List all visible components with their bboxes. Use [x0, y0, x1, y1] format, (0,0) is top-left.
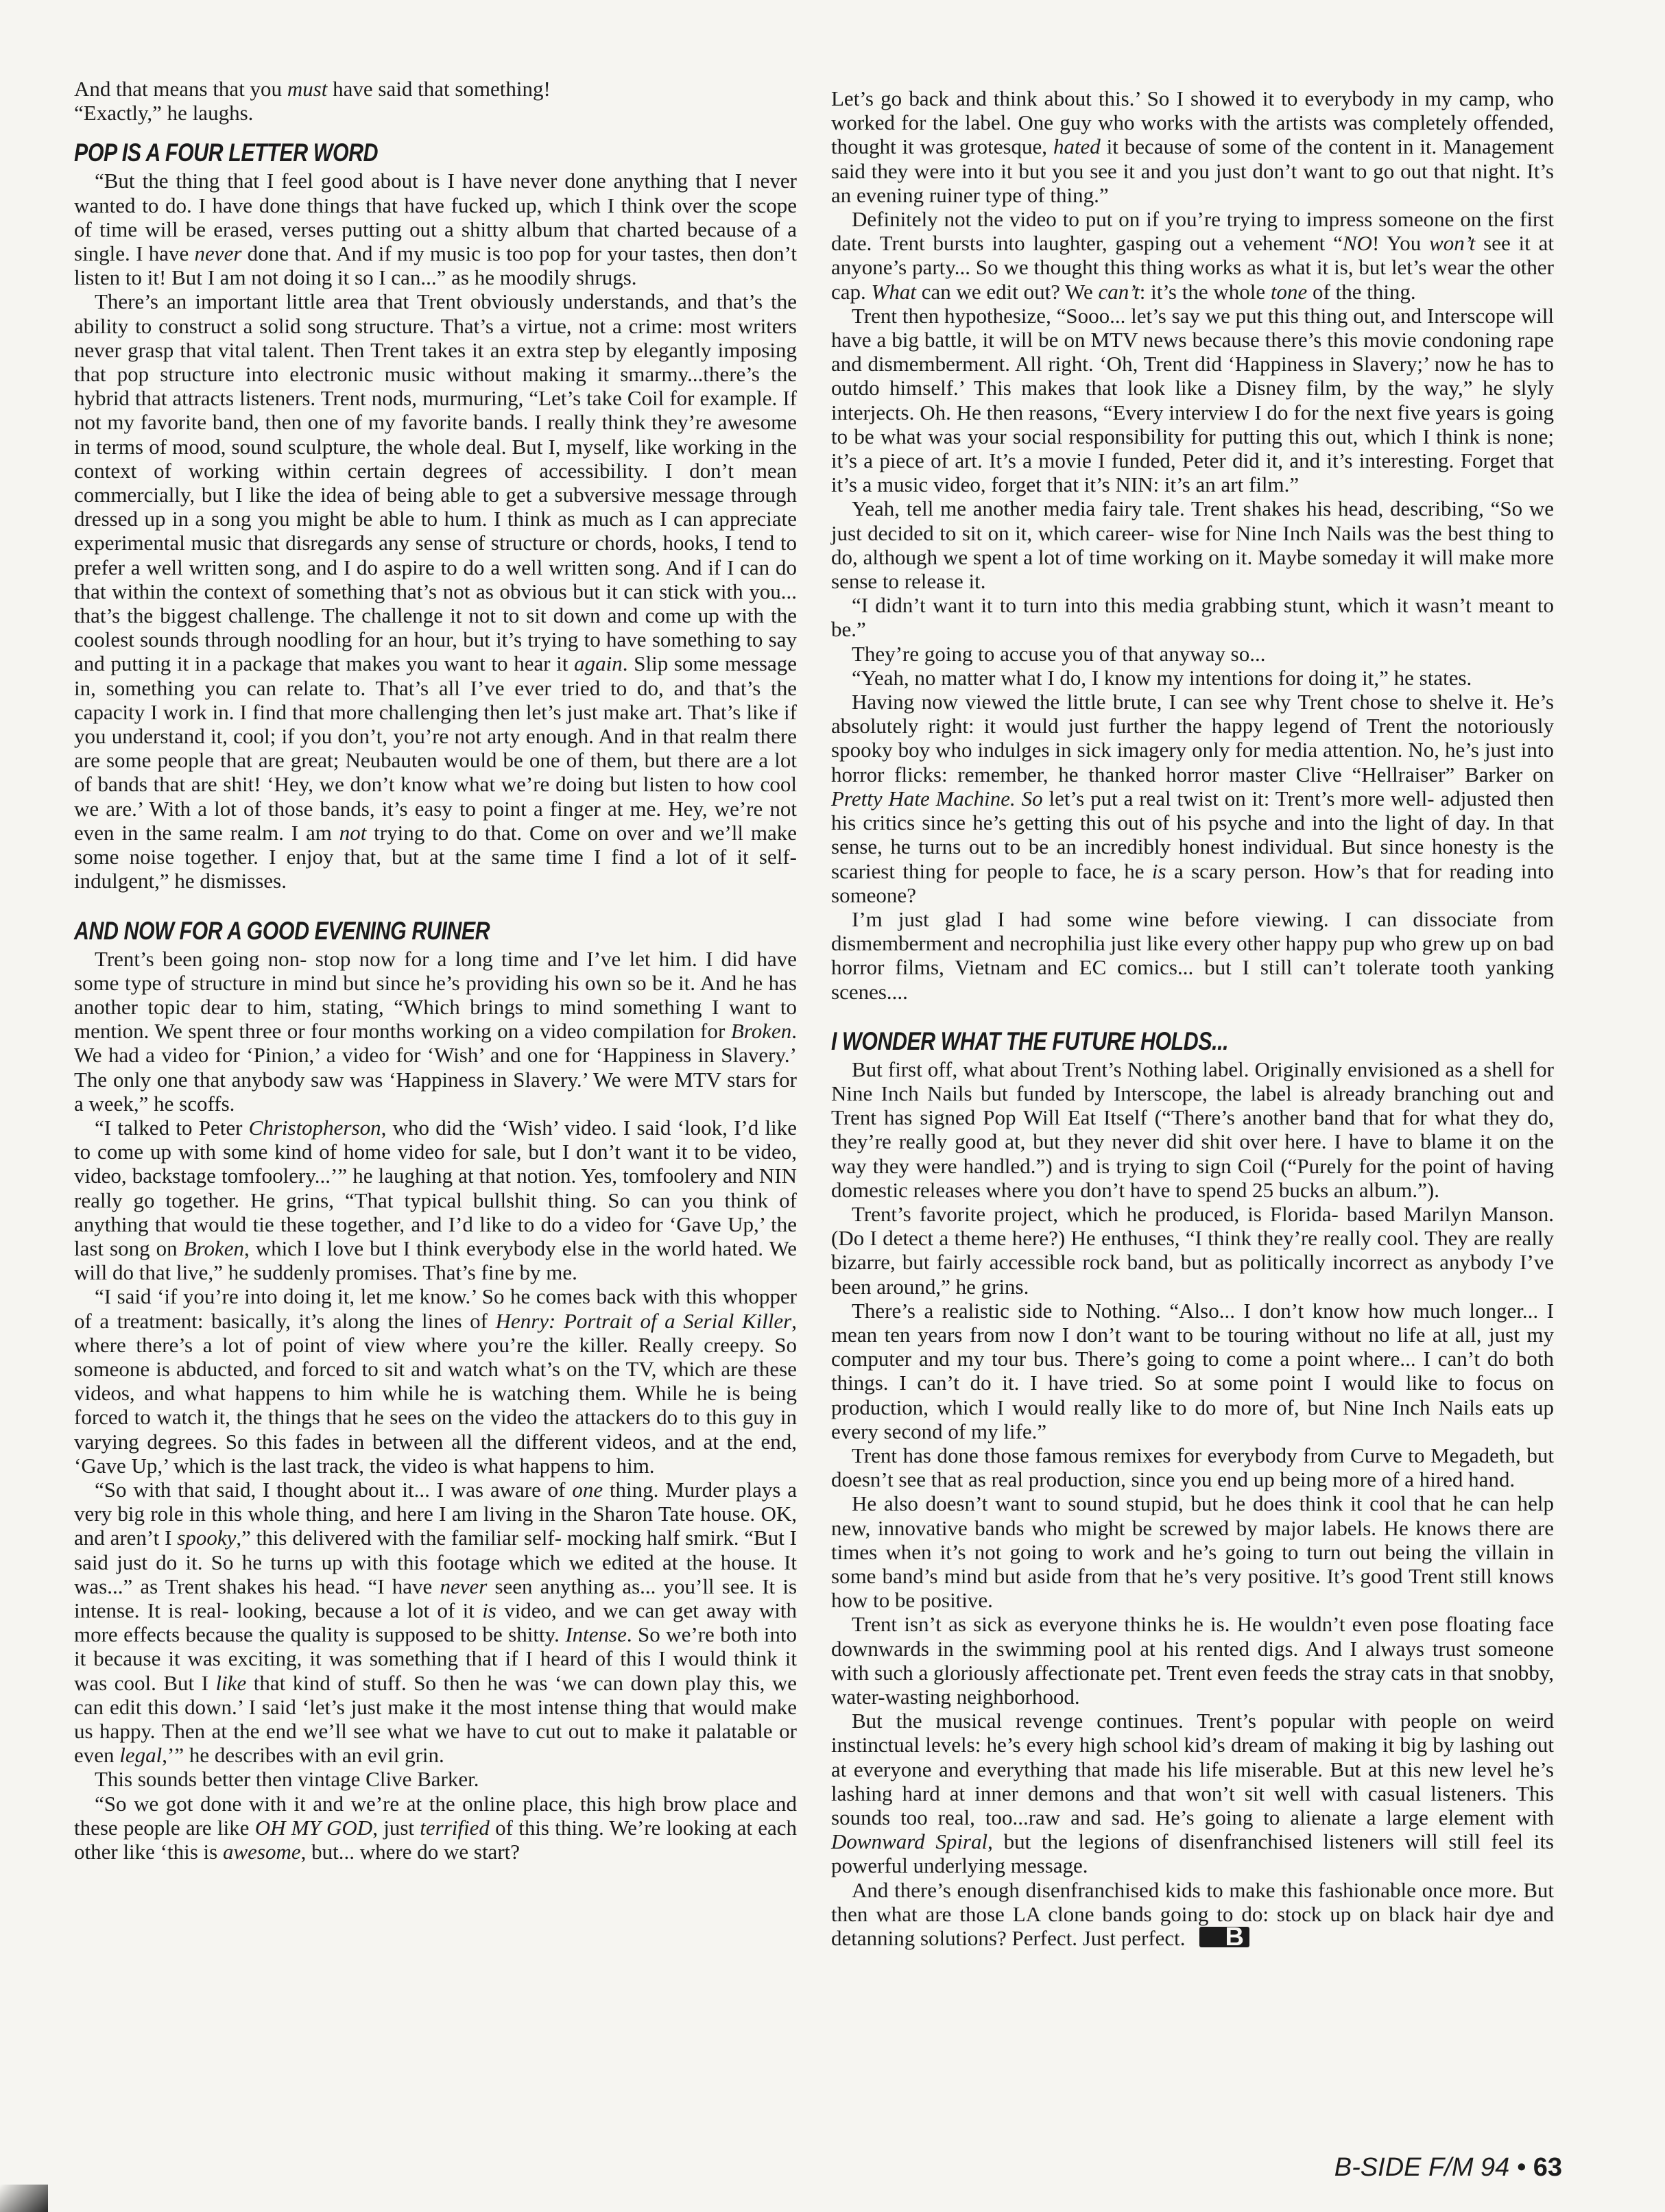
paragraph: “Yeah, no matter what I do, I know my intentions for doing it,” he states. [852, 665, 1472, 690]
folio-separator: • [1509, 2153, 1533, 2182]
magazine-issue: B-SIDE F/M 94 [1334, 2153, 1510, 2182]
paragraph: Trent then hypothesize, “Sooo... let’s say we put this thing out, and Interscope will have a big battle, it will be on MTV news because there’s this movie condoning rape and dismemberment. All right. ‘Oh, Trent did ‘Happiness in Slavery;’ now he has to outdo himself.’ This makes that look like a Disney film, by the way,” he slyly interjects. Oh. He then reasons, “Every interview I do for the next five years is going to be what was your social responsibility for putting this out, which I think is none; it’s a piece of art. It’s a movie I funded, Peter did it, and it’s interesting. Forget that it’s a music video, forget that it’s NIN: it’s an art film.” [831, 303, 1554, 497]
end-mark-logo: B [1199, 1927, 1249, 1947]
section-heading-evening-ruiner: AND NOW FOR A GOOD EVENING RUINER [74, 916, 490, 945]
paragraph: This sounds better then vintage Clive Barker. [95, 1767, 479, 1792]
paragraph: “So we got done with it and we’re at the online place, this high brow place and these people are like OH MY GOD, just terrified of this thing. We’re looking at each other like ‘this is awesome, but... where do we start? [74, 1791, 798, 1864]
section-heading-pop: POP IS A FOUR LETTER WORD [74, 139, 379, 167]
paragraph: Trent’s favorite project, which he produced, is Florida- based Marilyn Manson. (Do I detect a theme here?) He enthuses, “I think they’re really cool. They are really bizarre, but fairly accessible rock band, but as politically incorrect as anybody I’ve been around,” he grins. [831, 1201, 1554, 1299]
paragraph: And that means that you must have said that something! [74, 77, 551, 101]
page-number: 63 [1533, 2153, 1562, 2182]
paragraph: Yeah, tell me another media fairy tale. Trent shakes his head, describing, “So we just decided to sit on it, which career- wise for Nine Inch Nails was the best thing to do, although we spent a lot of time working on it. Maybe someday it will make more sense to release it. [831, 496, 1554, 594]
scan-corner-shadow [0, 2185, 48, 2212]
paragraph-final [831, 1878, 1554, 1951]
paragraph: “I talked to Peter Christopherson, who did the ‘Wish’ video. I said ‘look, I’d like to come up with some kind of home video for sale, but I don’t want it to be video, video, backstage tomfoolery...’” he laughing at that notion. Yes, tomfoolery and NIN really go together. He grins, “That typical bullshit thing. So can you think of anything that would tie these together, and I’d like to do a video for ‘Gave Up,’ the last song on Broken, which I love but I think everybody else in the world hated. We will do that live,” he suddenly promises. That’s fine by me. [74, 1115, 797, 1285]
paragraph: He also doesn’t want to sound stupid, but he does think it cool that he can help new, innovative bands who might be screwed by major labels. He knows there are times when it’s not going to work and he’s going to turn out being the villain in some band’s mind but aside from that he’s very positive. It’s good Trent still knows how to be positive. [831, 1491, 1554, 1613]
paragraph: Trent has done those famous remixes for everybody from Curve to Megadeth, but doesn’t see that as real production, since you end up being more of a hired hand. [831, 1443, 1554, 1492]
paragraph: Having now viewed the little brute, I can see why Trent chose to shelve it. He’s absolutely right: it would just further the happy legend of Trent the notoriously spooky boy who indulges in sick imagery only for media attention. No, he’s just into horror flicks: remember, he thanked horror master Clive “Hellraiser” Barker on Pretty Hate Machine. So let’s put a real twist on it: Trent’s more well- adjusted then his critics since he’s getting this out of his psyche and into the light of day. In that sense, he turns out to be an incredibly honest individual. But since honesty is the scariest thing for people to face, he is a scary person. How’s that for reading into someone? [831, 690, 1554, 907]
section-heading-future: I WONDER WHAT THE FUTURE HOLDS... [831, 1026, 1229, 1055]
paragraph: Definitely not the video to put on if you’re trying to impress someone on the first date. Trent bursts into laughter, gasping out a vehement “NO! You won’t see it at anyone’s party... So we thought this thing works as what it is, but let’s wear the other cap. What can we edit out? We can’t: it’s the whole tone of the thing. [831, 207, 1554, 304]
paragraph: “I said ‘if you’re into doing it, let me know.’ So he comes back with this whopper of a treatment: basically, it’s along the lines of Henry: Portrait of a Serial Killer, where there’s a lot of point of view where you’re the killer. Really creepy. So someone is abducted, and forced to sit and watch what’s on the TV, which are these videos, and what happens to him while he is watching them. While he is being forced to watch it, the things that he sees on the video the attackers do to this guy in varying degrees. So this fades in between all the different videos, and at the end, ‘Gave Up,’ which is the last track, the video is what happens to him. [74, 1284, 797, 1478]
paragraph: There’s a realistic side to Nothing. “Also... I don’t know how much longer... I mean ten years from now I don’t want to be touring without no life at all, just my computer and my tour bus. There’s going to come a point where... I can’t do both things. I can’t do it. I have tried. So at some point I would like to focus on production, which I would really like to do more of, but Nine Inch Nails eats up every second of my life.” [831, 1298, 1554, 1443]
paragraph: There’s an important little area that Trent obviously understands, and that’s the ability to construct a solid song structure. That’s a virtue, not a crime: most writers never grasp that vital talent. Then Trent takes it an extra step by elegantly imposing that pop structure into electronic music without making it smarmy...there’s the hybrid that attracts listeners. Trent nods, murmuring, “Let’s take Coil for example. If not my favorite band, then one of my favorite bands. I really think they’re awesome in terms of mood, sound sculpture, the whole deal. But I, myself, like working in the context of working within certain degrees of accessibility. I don’t mean commercially, but I like the idea of being able to get a subversive message through dressed up in a song you might be able to hum. I think as much as I can appreciate experimental music that disregards any sense of structure or chords, hooks, I tend to prefer a well written song, and I do aspire to do a well written song. And if I can do that within the context of something that’s not as obvious but it can stick with you... that’s the biggest challenge. The challenge it not to sit down and come up with the coolest sounds through noodling for an hour, but it’s trying to have something to say and putting it in a package that makes you want to hear it again. Slip some message in, something you can relate to. That’s all I’ve ever tried to do, and that’s the capacity I work in. I find that more challenging then let’s just make art. That’s like if you understand it, cool; if you don’t, you’re not arty enough. And in that realm there are some people that are great; Neubauten would be one of them, but there are a lot of bands that are shit! ‘Hey, we don’t know what we’re doing but listen to how cool we are.’ With a lot of those bands, it’s easy to point a finger at me. Hey, we’re not even in the same realm. I am not trying to do that. Come on over and we’ll make some noise together. I enjoy that, but at the same time I find a lot of it self- indulgent,” he dismisses. [74, 289, 798, 893]
paragraph: But the musical revenge continues. Trent’s popular with people on weird instinctual levels: he’s every high school kid’s dream of making it big by lashing out at everyone and everything that made his life miserable. But at this new level he’s lashing hard at inner demons and that won’t sit well with casual listeners. This sounds too real, too...raw and sad. He’s going to alienate a large element with Downward Spiral, but the legions of disenfranchised listeners will still feel its powerful underlying message. [831, 1709, 1554, 1878]
right-column [831, 86, 1554, 1950]
paragraph: “So with that said, I thought about it... I was aware of one thing. Murder plays a very big role in this whole thing, and here I am living in the Sharon Tate house. OK, and aren’t I spooky,” this delivered with the familiar self- mocking half smirk. “But I said just do it. So he turns up with this footage which we edited at the house. It was...” as Trent shakes his head. “I have never seen anything as... you’ll see. It is intense. It is real- looking, because a lot of it is video, and we can get away with more effects because the quality is supposed to be shitty. Intense. So we’re both into it because it was exciting, it was something that if I heard of this I would think it was cool. But I like that kind of stuff. So then he was ‘we can down play this, we can edit this down.’ I said ‘let’s just make it the most intense thing that would make us happy. Then at the end we’ll see what we have to cut out to make it palatable or even legal,’” he describes with an evil grin. [74, 1477, 798, 1768]
paragraph: Trent isn’t as sick as everyone thinks he is. He wouldn’t even pose floating face downwards in the swimming pool at his rented digs. And I always trust someone with such a gloriously affectionate pet. Trent even feeds the stray cats in that snobby, water-wasting neighborhood. [831, 1612, 1554, 1709]
paragraph: “I didn’t want it to turn into this media grabbing stunt, which it wasn’t meant to be.” [831, 593, 1554, 642]
paragraph: I’m just glad I had some wine before viewing. I can dissociate from dismemberment and necrophilia just like every other happy pup who grew up on bad horror films, Vietnam and EC comics... but I still can’t tolerate tooth yanking scenes.... [831, 906, 1554, 1004]
paragraph: Trent’s been going non- stop now for a long time and I’ve let him. I did have some type of structure in mind but since he’s providing his own so be it. And he has another topic dear to him, stating, “Which brings to mind something I want to mention. We spent three or four months working on a video compilation for Broken. We had a video for ‘Pinion,’ a video for ‘Wish’ and one for ‘Happiness in Slavery.’ The only one that anybody saw was ‘Happiness in Slavery.’ We were MTV stars for a week,” he scoffs. [74, 946, 797, 1116]
page-folio [1334, 2153, 1562, 2183]
final-paragraph-text: And there’s enough disenfranchised kids to make this fashionable once more. But then what are those LA clone bands going to do: stock up on black hair dye and detanning solutions? Perfect. Just perfect. [831, 1877, 1554, 1951]
paragraph: They’re going to accuse you of that anyway so... [852, 641, 1266, 666]
paragraph: “But the thing that I feel good about is I have never done anything that I never wanted to do. I have done things that have fucked up, which I think over the scope of time will be erased, verses putting out a shitty album that charted because of a single. I have never done that. And if my music is too pop for your tastes, then don’t listen to it! But I am not doing it so I can...” as he moodily shrugs. [74, 169, 797, 290]
paragraph: Let’s go back and think about this.’ So I showed it to everybody in my camp, who worked for the label. One guy who works with the artists was completely offended, thought it was grotesque, hated it because of some of the content in it. Management said they were into it but you see it and you just don’t want to go out that night. It’s an evening ruiner type of thing.” [831, 86, 1554, 207]
paragraph: “Exactly,” he laughs. [74, 101, 254, 125]
paragraph: But first off, what about Trent’s Nothing label. Originally envisioned as a shell for Nine Inch Nails but funded by Interscope, the label is already branching out and Trent has signed Pop Will Eat Itself (“There’s another band that for what they do, they’re really good at, but they never did shit over here. I have to blame it on the way they were handled.”) and is trying to sign Coil (“Purely for the point of having domestic releases where you don’t have to spend 25 bucks an album.”). [831, 1057, 1554, 1202]
left-column [74, 77, 797, 1864]
